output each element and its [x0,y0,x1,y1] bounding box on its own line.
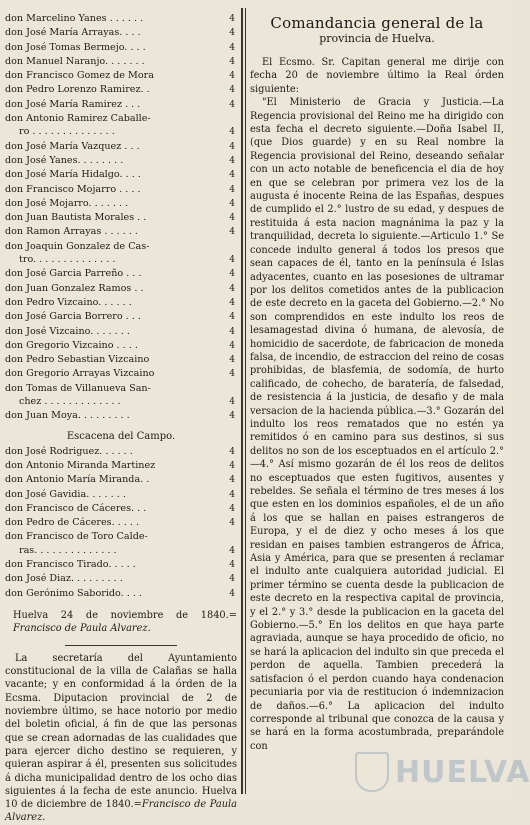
entry-name: don Ramon Arrayas . . . . . . [5,226,138,238]
name-entry [5,26,237,40]
entry-name: don Pedro de Cáceres. . . . . [5,517,140,529]
entry-value: 4 [229,198,235,209]
name-entry [5,183,237,197]
name-entry [5,530,237,543]
entry-value: 4 [229,503,235,514]
name-entry [5,516,237,530]
entry-name: ro . . . . . . . . . . . . . . [19,126,115,138]
name-entry [5,154,237,168]
entry-name: don Francisco Mojarro . . . . [5,183,141,195]
entry-name: don José Vizcaino. . . . . . . [5,325,130,337]
entry-value: 4 [229,297,235,308]
name-entry [5,339,237,353]
entry-value: 4 [229,85,235,96]
entry-name: don José Diaz. . . . . . . . . [5,573,123,585]
name-entry [5,310,237,324]
name-entry [5,572,237,586]
name-entry [5,459,237,473]
entry-name: don Francisco de Toro Calde- [5,531,148,543]
entry-name: ras. . . . . . . . . . . . . . [19,544,117,556]
entry-name: don Tomas de Villanueva San- [5,382,151,394]
entry-value: 4 [229,213,235,224]
entry-name: don Antonio Ramirez Caballe- [5,113,151,125]
entry-name: don José María Hidalgo. . . . [5,169,141,181]
entry-value: 4 [229,411,235,422]
entry-value: 4 [229,369,235,380]
name-entry [5,69,237,83]
entry-name: don Gerónimo Saborido. . . . [5,587,142,599]
entry-value: 4 [229,56,235,67]
entry-name: don Francisco Tirado. . . . . [5,558,136,570]
name-entry [5,211,237,225]
name-entry [5,168,237,182]
archive-watermark: HUELVA [395,755,530,790]
name-list-escacena [5,445,237,601]
entry-name: don José María Ramirez . . . [5,98,141,110]
entry-name: tro. . . . . . . . . . . . . . [19,254,116,266]
entry-name: don José María Arrayas. . . . [5,27,141,39]
entry-value: 4 [229,255,235,266]
entry-name: don José Garcia Parreño . . . [5,268,142,280]
entry-name: don José Tomas Bermejo. . . . [5,41,146,53]
entry-value: 4 [229,545,235,556]
dateline-signature: Francisco de Paula Alvarez. [13,622,151,634]
name-entry [5,55,237,69]
entry-name: don José Rodriguez. . . . . . [5,445,133,457]
name-entry [5,382,237,395]
entry-value: 4 [229,227,235,238]
article-title: Comandancia general de la [270,14,484,32]
archive-shield-icon [355,752,389,792]
name-entry [5,267,237,281]
name-entry [5,240,237,253]
name-entry [5,353,237,367]
secretaria-notice [5,652,237,825]
entry-value: 4 [229,99,235,110]
entry-value: 4 [229,71,235,82]
entry-value: 4 [229,355,235,366]
entry-name: don José María Vazquez . . . [5,140,140,152]
entry-value: 4 [229,446,235,457]
name-entry [5,445,237,459]
column-rule [241,8,243,794]
entry-value: 4 [229,518,235,529]
entry-name: don Pedro Sebastian Vizcaino [5,354,150,366]
entry-value: 4 [229,170,235,181]
entry-value: 4 [229,283,235,294]
name-entry [5,112,237,125]
dateline [5,609,237,635]
entry-name: don José Mojarro. . . . . . . [5,197,129,209]
entry-name: don José Gavidia. . . . . . . [5,488,126,500]
name-entry [5,325,237,339]
name-entry [5,296,237,310]
entry-value: 4 [229,42,235,53]
entry-name: don Joaquin Gonzalez de Cas- [5,240,150,252]
left-column [5,12,237,825]
name-entry [5,83,237,97]
entry-value: 4 [229,460,235,471]
entry-name: don Marcelino Yanes . . . . . . [5,13,144,24]
entry-value: 4 [229,326,235,337]
name-entry [5,367,237,381]
name-entry [5,488,237,502]
name-entry [5,98,237,112]
entry-value: 4 [229,14,235,24]
entry-value: 4 [229,574,235,585]
entry-name: chez . . . . . . . . . . . . . [19,396,121,408]
entry-name: don Manuel Naranjo. . . . . . . [5,55,145,67]
section-divider [65,645,177,646]
entry-name: don Antonio Miranda Martinez [5,459,156,471]
dateline-text: Huelva 24 de noviembre de 1840.= [13,609,237,621]
name-entry [5,41,237,55]
name-entry [5,544,237,558]
entry-name: don Gregorio Arrayas Vizcaino [5,368,155,380]
entry-name: don Pedro Vizcaino. . . . . . [5,296,132,308]
name-entry [5,395,237,409]
entry-value: 4 [229,269,235,280]
article-intro: El Ecsmo. Sr. Capitan general me dirije con fecha 20 de noviembre último la Real órden siguiente: [250,57,504,95]
entry-value: 4 [229,127,235,138]
column-rule-secondary [245,8,246,794]
name-entry [5,558,237,572]
entry-name: don Gregorio Vizcaino . . . . [5,339,138,351]
notice-text: La secretaría del Ayuntamiento constitucional de la villa de Calañas se halla vacante; y en conformidad á la órden de la Ecsma. Diputacion provincial de 2 de noviembre último, se hace notorio por medio del boletin oficial, á fin de que las personas que se crean adornadas de las cualidades que para ejercer dicho destino se requieren, y quieran aspirar á él, presenten sus solicitudes á dicha municipalidad dentro de los ocho dias siguientes á la fecha de este anuncio. Huelva 10 de diciembre de 1840.= [5,652,237,811]
name-entry [5,587,237,601]
entry-name: don Juan Moya. . . . . . . . . [5,410,130,422]
entry-name: don Juan Gonzalez Ramos . . [5,282,144,294]
entry-value: 4 [229,489,235,500]
article-decree: "El Ministerio de Gracia y Justicia.—La Regencia provisional del Reino me ha dirigido con esta fecha el decreto siguiente.—Doña Isabel II, (que Dios guarde) y en su Real nombre la Regencia provisional del Reino, deseando señalar con un acto notable de beneficencia el dia de hoy en que se celebran por primera vez los de la augusta é inocente Reina de las Españas, despues de cumplido el 2.° lustro de su edad, y despues de restituida á esta nacion magnánima la paz y la tranquilidad, decreta lo siguiente.—Articulo 1.° Se concede indulto general á todos los presos que sean capaces de él, tanto en la península é Islas adyacentes, cuanto en las posesiones de ultramar por los delitos cometidos antes de la publicacion de este decreto en la gaceta del Gobierno.—2.° No son comprendidos en este indulto los reos de lesamagestad divina ó humana, de alevosía, de homicidio de sacerdote, de fabricacion de moneda falsa, de incendio, de estraccion del reino de cosas prohibidas, de blasfemia, de sodomía, de hurto calificado, de cohecho, de baratería, de falsedad, de resistencia á la justicia, de desafio y de mala versacion de la hacienda pública.—3.° Gozarán del indulto los reos rematados que no estén ya remitidos ó en camino para sus destinos, si sus delitos no son de los esceptuados en el artículo 2.°—4.° Así mismo gozarán de él los reos de delitos no esceptuados que esten fugitivos, ausentes y rebeldes. Se señala el término de tres meses á los que esten en los dominios españoles, el de un año á los que se hallan en paises estrangeros de Europa, y el de diez y ocho meses á los que residan en paises tambien estrangeros de África, Asia y América, para que se presenten á reclamar el indulto ante cualquiera autoridad judicial. El primer término se cuenta desde la publicacion de este decreto en la respectiva capital de provincia, y el 2.° y 3.° desde la publicacion en la gaceta del Gobierno.—5.° En los delitos en que haya parte agraviada, aunque se haya procedido de oficio, no se hará la aplicacion del indulto sin que preceda el perdon de aquella. Tambien precederá la satisfacion ó el perdon cuando haya condenacion pecuniaria por via de restitucion ó indemnizacion de daños.—6.° La aplicacion del indulto corresponde al tribunal que conozca de la causa y se hará en la forma acostumbrada, preparándole con [250,97,504,752]
entry-value: 4 [229,340,235,351]
name-entry [5,253,237,267]
name-entry [5,140,237,154]
entry-value: 4 [229,559,235,570]
section-heading-escacena: Escacena del Campo. [66,430,176,442]
entry-name: don Pedro Lorenzo Ramirez. . [5,84,150,96]
name-entry [5,12,237,26]
entry-value: 4 [229,184,235,195]
name-entry [5,125,237,139]
right-column [250,12,504,753]
name-entry [5,473,237,487]
entry-value: 4 [229,155,235,166]
name-entry [5,409,237,423]
entry-value: 4 [229,28,235,39]
entry-name: don Antonio María Miranda. . [5,474,150,486]
name-entry [5,197,237,211]
article-subtitle: provincia de Huelva. [319,32,435,45]
entry-value: 4 [229,397,235,408]
entry-value: 4 [229,141,235,152]
notice-signature: Francisco de Paula Alvarez. [5,799,237,824]
name-list-calanas [5,12,237,424]
name-entry [5,225,237,239]
entry-value: 4 [229,475,235,486]
entry-name: don José Garcia Borrero . . . [5,311,141,323]
entry-name: don Francisco de Cáceres. . . [5,502,147,514]
name-entry [5,282,237,296]
entry-value: 4 [229,312,235,323]
entry-name: don José Yanes. . . . . . . . [5,154,124,166]
entry-name: don Francisco Gomez de Mora [5,70,154,82]
entry-value: 4 [229,588,235,599]
name-entry [5,502,237,516]
entry-name: don Juan Bautista Morales . . [5,212,147,224]
